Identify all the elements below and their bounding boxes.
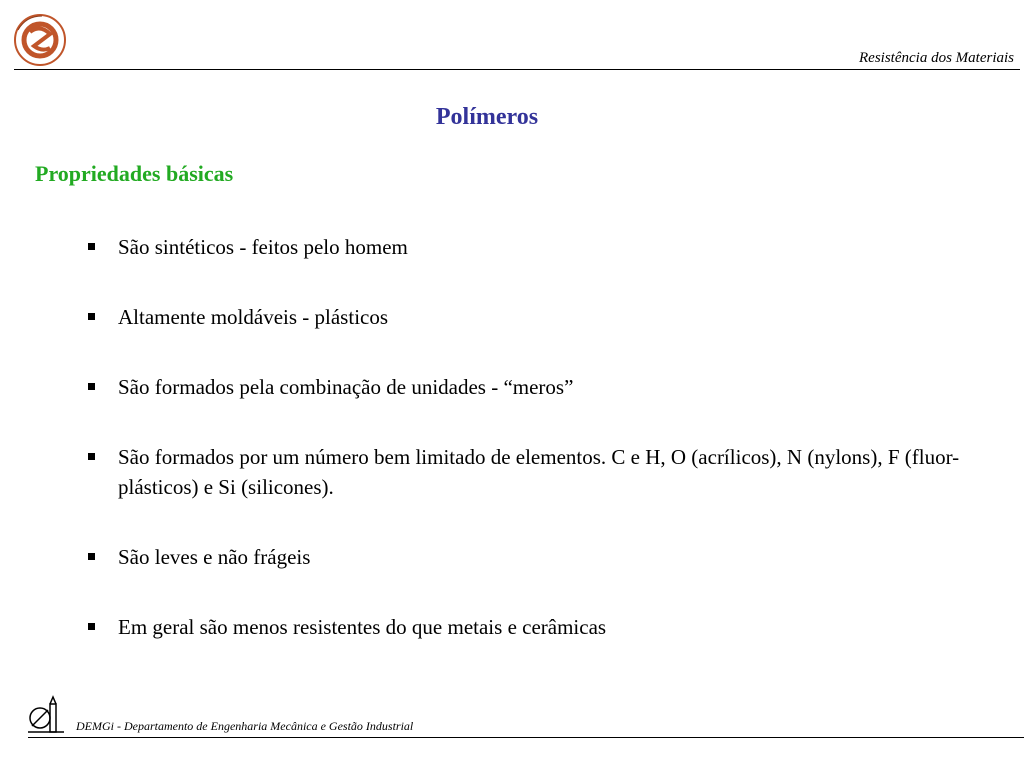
square-bullet-icon bbox=[88, 383, 95, 390]
list-item bbox=[88, 542, 968, 572]
square-bullet-icon bbox=[88, 453, 95, 460]
bullet-text: Altamente moldáveis - plásticos bbox=[118, 305, 389, 329]
bullet-text: São formados pela combinação de unidades - “meros” bbox=[118, 375, 574, 399]
square-bullet-icon bbox=[88, 313, 95, 320]
square-bullet-icon bbox=[88, 243, 95, 250]
section-title: Propriedades básicas bbox=[35, 161, 234, 186]
header-divider bbox=[14, 69, 1020, 70]
list-item bbox=[88, 442, 968, 502]
list-item bbox=[88, 372, 968, 402]
school-seal-logo-icon bbox=[12, 12, 68, 68]
department-footer-text: DEMGi - Departamento de Engenharia Mecânica e Gestão Industrial bbox=[76, 719, 414, 733]
square-bullet-icon bbox=[88, 553, 95, 560]
bullet-text: São formados por um número bem limitado de elementos. C e H, O (acrílicos), N (nylons), F (fluor-plásticos) e Si (silicones). bbox=[118, 445, 960, 499]
footer-divider bbox=[28, 737, 1024, 738]
bullet-text: São leves e não frágeis bbox=[118, 545, 311, 569]
bullet-list bbox=[88, 232, 968, 682]
bullet-text: Em geral são menos resistentes do que metais e cerâmicas bbox=[118, 615, 607, 639]
bullet-text: São sintéticos - feitos pelo homem bbox=[118, 235, 408, 259]
course-title: Resistência dos Materiais bbox=[859, 50, 1014, 66]
department-logo-icon bbox=[26, 694, 66, 734]
square-bullet-icon bbox=[88, 623, 95, 630]
list-item bbox=[88, 302, 968, 332]
list-item bbox=[88, 232, 968, 262]
slide-title: Polímeros bbox=[435, 104, 539, 130]
list-item bbox=[88, 612, 968, 642]
